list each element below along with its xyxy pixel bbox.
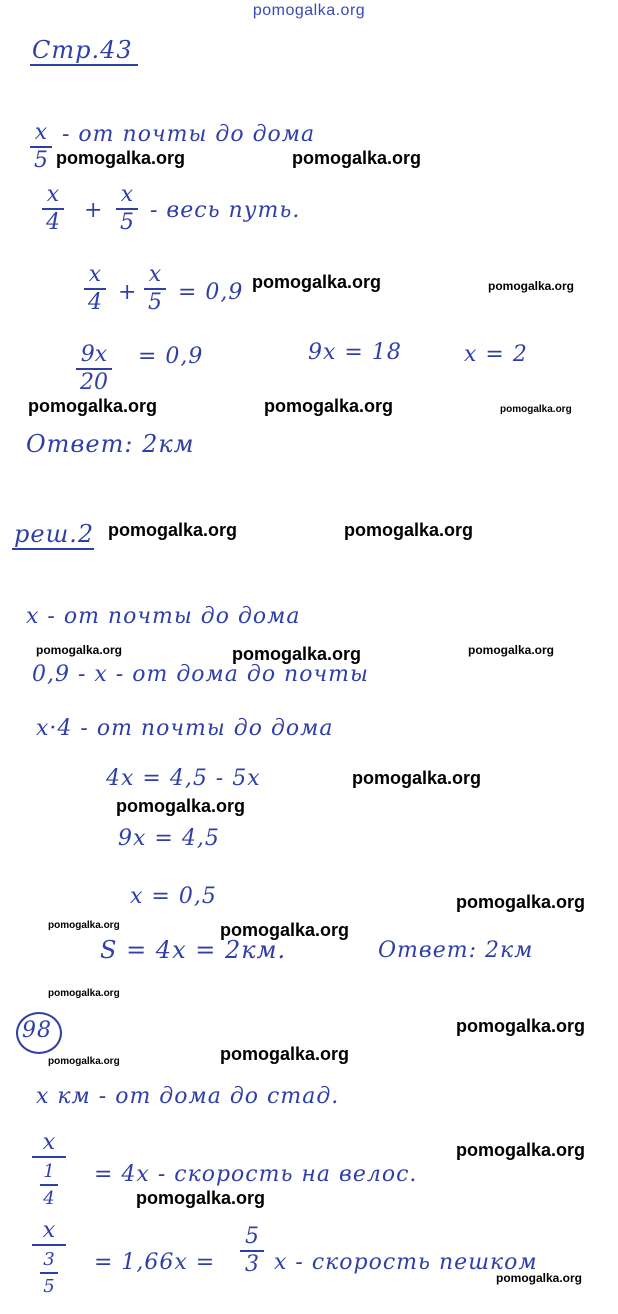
fraction-x-5: [30, 122, 52, 172]
task-line-1: x км - от дома до стад.: [36, 1084, 340, 1109]
line-3-text: = 0,9: [178, 280, 244, 305]
fraction-numerator: x: [88, 262, 102, 287]
watermark: pomogalka.org: [488, 279, 575, 293]
fraction-numerator: 9x: [80, 342, 108, 367]
fraction-9x-20: [76, 344, 112, 394]
fraction-5-3: [240, 1226, 264, 1276]
fraction-numerator: x: [46, 182, 60, 207]
line-2-text: - весь путь.: [150, 198, 301, 223]
answer-2: Ответ: 2км: [378, 938, 534, 963]
line-1-text: - от почты до дома: [62, 122, 316, 147]
watermark: pomogalka.org: [264, 396, 394, 416]
fraction-denominator: 4: [88, 290, 102, 315]
plus-sign: +: [84, 198, 104, 223]
fraction-inner-numerator: 1: [43, 1161, 55, 1182]
task-line-3-text-2: x - скорость пешком: [274, 1250, 538, 1275]
watermark: pomogalka.org: [252, 272, 382, 292]
fraction-inner-numerator: 3: [43, 1249, 55, 1270]
fraction-denominator: 4: [46, 210, 60, 235]
watermark: pomogalka.org: [496, 1271, 583, 1285]
fraction-denominator: 5: [34, 148, 48, 173]
site-watermark-top: pomogalka.org: [252, 2, 366, 19]
watermark: pomogalka.org: [116, 796, 246, 816]
compound-fraction-x-3-5: [32, 1220, 66, 1298]
solution-2-line-2: 0,9 - x - от дома до почты: [32, 662, 369, 687]
solution-2-line-4: 4x = 4,5 - 5x: [106, 766, 261, 791]
watermark: pomogalka.org: [292, 148, 422, 168]
watermark: pomogalka.org: [48, 920, 120, 931]
fraction-bar: [32, 1156, 66, 1158]
watermark: pomogalka.org: [36, 643, 123, 657]
fraction-denominator: 5: [148, 290, 162, 315]
fraction-inner-denominator: 4: [43, 1188, 55, 1209]
solution-2-line-5: 9x = 4,5: [118, 826, 220, 851]
watermark: pomogalka.org: [220, 920, 350, 940]
solution-2-line-3: x·4 - от почты до дома: [36, 716, 334, 741]
fraction-numerator: x: [42, 1130, 56, 1155]
watermark: pomogalka.org: [28, 396, 158, 416]
page-label-underline: [30, 64, 138, 66]
fraction-x-4: [84, 264, 106, 314]
solution-2-line-7: S = 4x = 2км.: [100, 936, 287, 964]
fraction-numerator: 5: [245, 1224, 259, 1249]
watermark: pomogalka.org: [456, 1016, 586, 1036]
solution-2-underline: [12, 548, 94, 550]
fraction-bar: [32, 1244, 66, 1246]
watermark: pomogalka.org: [468, 643, 555, 657]
fraction-numerator: x: [34, 120, 48, 145]
task-line-3-text-1: = 1,66x =: [94, 1250, 216, 1275]
watermark: pomogalka.org: [108, 520, 238, 540]
fraction-x-4: [42, 184, 64, 234]
watermark: pomogalka.org: [232, 644, 362, 664]
task-line-2-text: = 4x - скорость на велос.: [94, 1162, 418, 1187]
fraction-x-5: [144, 264, 166, 314]
fraction-denominator: 20: [80, 370, 108, 395]
watermark: pomogalka.org: [48, 988, 120, 999]
solution-2-line-1: x - от почты до дома: [26, 604, 301, 629]
plus-sign: +: [118, 280, 138, 305]
fraction-numerator: x: [42, 1218, 56, 1243]
solution-2-line-6: x = 0,5: [130, 884, 217, 909]
solution-2-label: реш.2: [14, 520, 95, 548]
fraction-inner-bar: [40, 1272, 58, 1274]
page-label: Стр.43: [32, 36, 133, 64]
fraction-x-5: [116, 184, 138, 234]
equation-0-9: = 0,9: [138, 344, 204, 369]
watermark: pomogalka.org: [220, 1044, 350, 1064]
watermark: pomogalka.org: [56, 148, 186, 168]
fraction-denominator: 5: [120, 210, 134, 235]
watermark: pomogalka.org: [456, 1140, 586, 1160]
equation-x-2: x = 2: [464, 342, 528, 367]
compound-fraction-x-1-4: [32, 1132, 66, 1210]
watermark: pomogalka.org: [136, 1188, 266, 1208]
fraction-denominator: 3: [245, 1252, 259, 1277]
watermark: pomogalka.org: [48, 1056, 120, 1067]
fraction-numerator: x: [148, 262, 162, 287]
task-number: 98: [22, 1018, 52, 1043]
watermark: pomogalka.org: [352, 768, 482, 788]
watermark: pomogalka.org: [456, 892, 586, 912]
watermark: pomogalka.org: [500, 404, 572, 415]
fraction-inner-denominator: 5: [43, 1276, 55, 1297]
fraction-numerator: x: [120, 182, 134, 207]
equation-9x-18: 9x = 18: [308, 340, 402, 365]
answer-1: Ответ: 2км: [26, 430, 195, 458]
fraction-inner-bar: [40, 1184, 58, 1186]
watermark: pomogalka.org: [344, 520, 474, 540]
